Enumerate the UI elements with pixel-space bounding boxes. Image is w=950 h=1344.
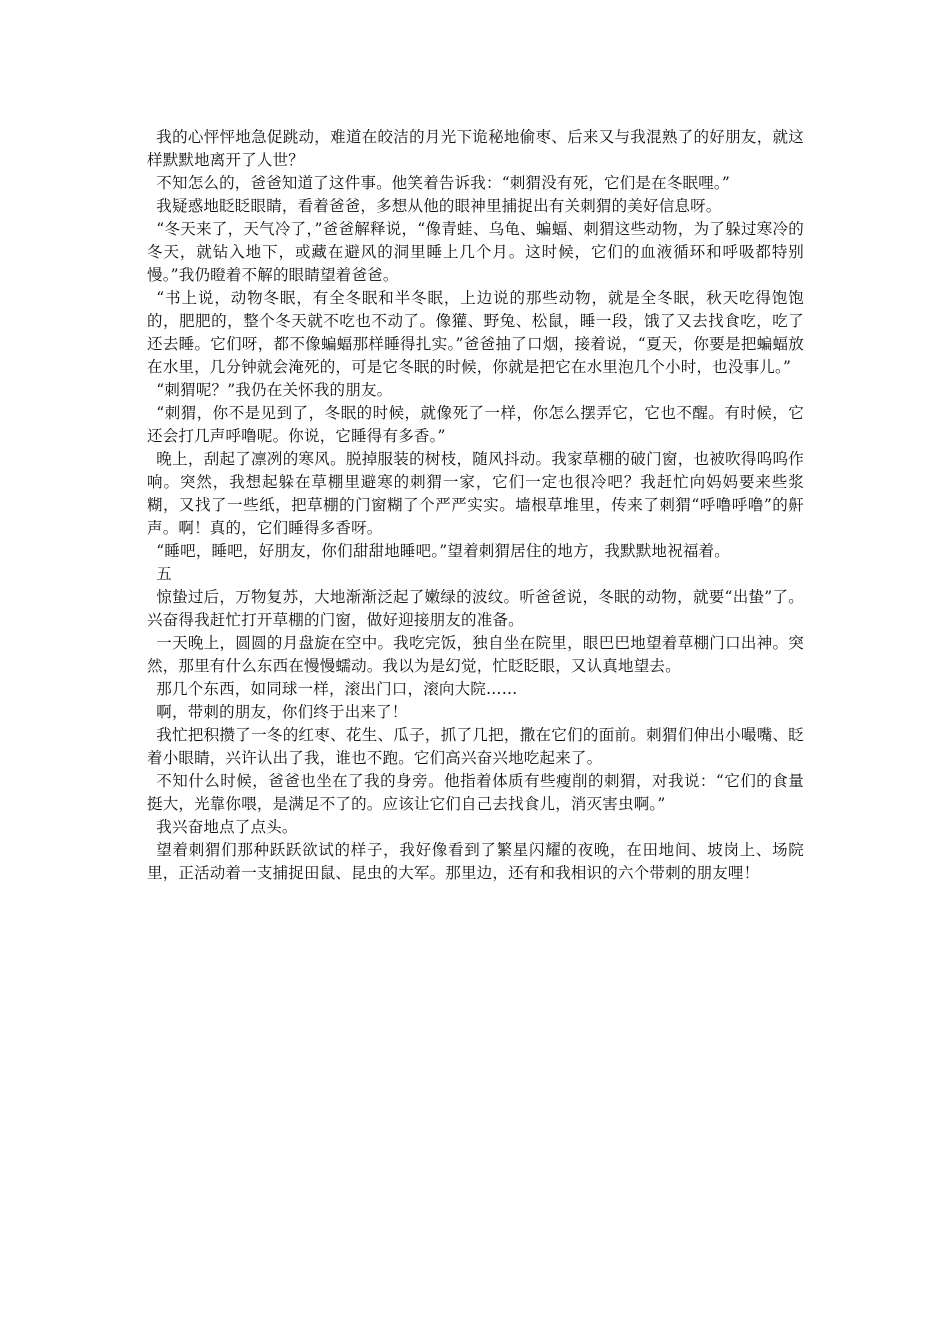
paragraph: 不知怎么的，爸爸知道了这件事。他笑着告诉我：“刺猬没有死，它们是在冬眠哩。” — [156, 174, 730, 192]
paragraph: 一天晚上，圆圆的月盘旋在空中。我吃完饭，独自坐在院里，眼巴巴地望着草棚门口出神。突然，那里有什么东西在慢慢蠕动。我以为是幻觉，忙眨眨眼，又认真地望去。 — [147, 634, 804, 675]
paragraph: 望着刺猬们那种跃跃欲试的样子，我好像看到了繁星闪耀的夜晚，在田地间、坡岗上、场院里，正活动着一支捕捉田鼠、昆虫的大军。那里边，还有和我相识的六个带刺的朋友哩！ — [147, 841, 804, 882]
paragraph: “书上说，动物冬眠，有全冬眠和半冬眠，上边说的那些动物，就是全冬眠，秋天吃得饱饱的，肥肥的，整个冬天就不吃也不动了。像獾、野兔、松鼠，睡一段，饿了又去找食吃，吃了还去睡。它们呀，都不像蝙蝠那样睡得扎实。”爸爸抽了口烟，接着说，“夏天，你要是把蝙蝠放在水里，几分钟就会淹死的，可是它冬眠的时候，你就是把它在水里泡几个小时，也没事儿。” — [147, 289, 804, 376]
paragraph: 不知什么时候，爸爸也坐在了我的身旁。他指着体质有些瘦削的刺猬，对我说：“它们的食量挺大，光靠你喂，是满足不了的。应该让它们自己去找食儿，消灭害虫啊。” — [147, 772, 804, 813]
paragraph: 我的心怦怦地急促跳动，难道在皎洁的月光下诡秘地偷枣、后来又与我混熟了的好朋友，就这样默默地离开了人世？ — [147, 128, 804, 169]
paragraph: “刺猬呢？”我仍在关怀我的朋友。 — [156, 381, 393, 399]
paragraph: 我疑惑地眨眨眼睛，看着爸爸，多想从他的眼神里捕捉出有关刺猬的美好信息呀。 — [156, 197, 722, 215]
paragraph: “睡吧，睡吧，好朋友，你们甜甜地睡吧。”望着刺猬居住的地方，我默默地祝福着。 — [156, 542, 730, 560]
paragraph: 我兴奋地点了点头。 — [156, 818, 298, 836]
section-number: 五 — [156, 565, 172, 583]
paragraph: 那几个东西，如同球一样，滚出门口，滚向大院…… — [156, 680, 518, 698]
paragraph: “刺猬，你不是见到了，冬眠的时候，就像死了一样，你怎么摆弄它，它也不醒。有时候，它还会打几声呼噜呢。你说，它睡得有多香。” — [147, 404, 804, 445]
paragraph: 啊，带刺的朋友，你们终于出来了！ — [156, 703, 408, 721]
paragraph: 惊蛰过后，万物复苏，大地渐渐泛起了嫩绿的波纹。听爸爸说，冬眠的动物，就要“出蛰”了。兴奋得我赶忙打开草棚的门窗，做好迎接朋友的准备。 — [147, 588, 804, 629]
paragraph: 晚上，刮起了凛冽的寒风。脱掉服装的树枝，随风抖动。我家草棚的破门窗，也被吹得呜呜作响。突然，我想起躲在草棚里避寒的刺猬一家，它们一定也很冷吧？我赶忙向妈妈要来些浆糊，又找了一些纸，把草棚的门窗糊了个严严实实。墙根草堆里，传来了刺猬“呼噜呼噜”的鼾声。啊！真的，它们睡得多香呀。 — [147, 450, 804, 537]
article-body — [147, 126, 804, 885]
paragraph: 我忙把积攒了一冬的红枣、花生、瓜子，抓了几把，撒在它们的面前。刺猬们伸出小嘬嘴、眨着小眼睛，兴许认出了我，谁也不跑。它们高兴奋兴地吃起来了。 — [147, 726, 804, 767]
paragraph: “冬天来了，天气冷了，”爸爸解释说，“像青蛙、乌龟、蝙蝠、刺猬这些动物，为了躲过寒冷的冬天，就钻入地下，或藏在避风的洞里睡上几个月。这时候，它们的血液循环和呼吸都特别慢。”我仍瞪着不解的眼睛望着爸爸。 — [147, 220, 804, 284]
